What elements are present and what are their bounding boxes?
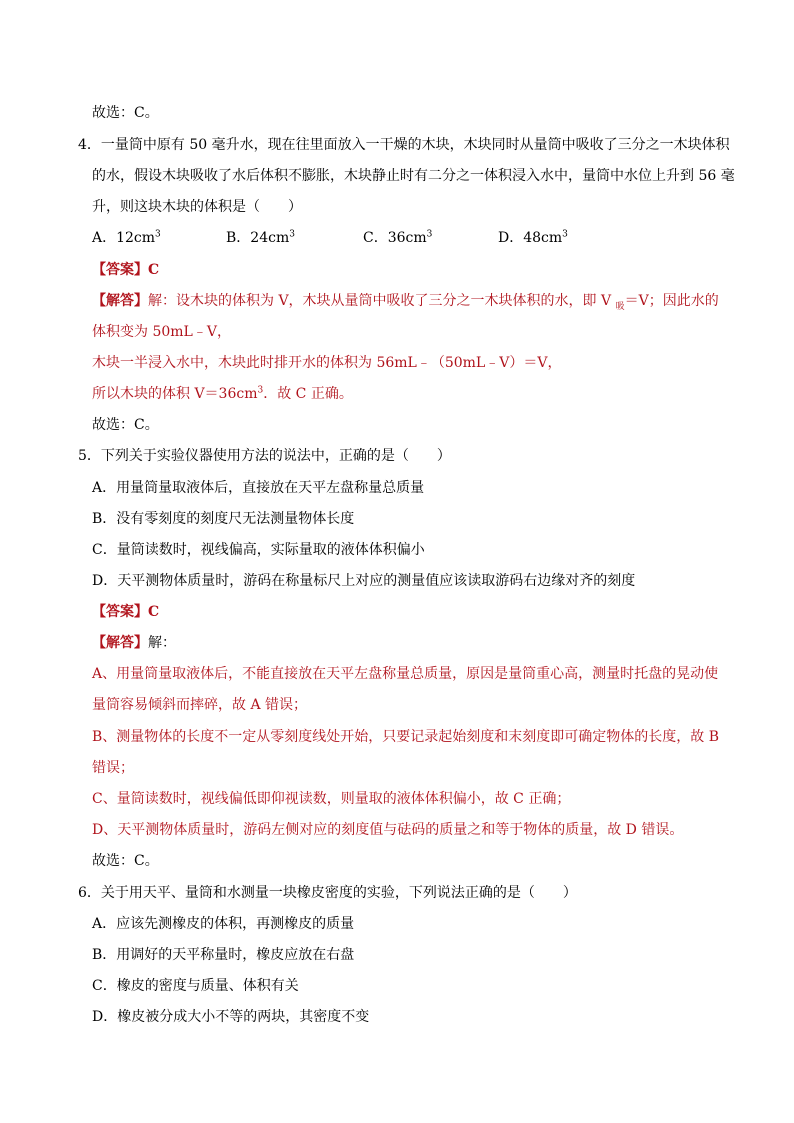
q6-option-b: B．用调好的天平称量时，橡皮应放在右盘 — [92, 947, 355, 963]
q5-analysis-b-line1: B、测量物体的长度不一定从零刻度线处开始，只要记录起始刻度和末刻度即可确定物体的长度，故 B — [92, 729, 720, 745]
q5-analysis-head: 【解答】解： — [92, 635, 176, 651]
q5-stem: 5．下列关于实验仪器使用方法的说法中，正确的是（ ） — [78, 448, 451, 464]
q4-analysis-line2: 体积变为 50mL﹣V， — [92, 324, 231, 340]
q4-analysis-line3: 木块一半浸入水中，木块此时排开水的体积为 56mL﹣（50mL﹣V）＝V， — [92, 355, 562, 371]
q5-final-choice: 故选：C。 — [92, 853, 159, 869]
q6-option-d: D．橡皮被分成大小不等的两块，其密度不变 — [92, 1009, 370, 1025]
q5-analysis-a-line2: 量筒容易倾斜而摔碎，故 A 错误； — [92, 697, 308, 713]
q5-option-c: C．量筒读数时，视线偏高，实际量取的液体体积偏小 — [92, 542, 425, 558]
q4-analysis-line4: 所以木块的体积 $V=36cm^3$．故 C 正确。 — [92, 385, 353, 402]
q4-final-choice: 故选：C。 — [92, 417, 159, 433]
q5-option-d: D．天平测物体质量时，游码在称量标尺上对应的测量值应该读取游码右边缘对齐的刻度 — [92, 573, 636, 589]
q4-option-b: B．$24cm^3$ — [226, 229, 295, 246]
q5-analysis-b-line2: 错误； — [92, 760, 134, 776]
q5-option-b: B．没有零刻度的刻度尺无法测量物体长度 — [92, 511, 355, 527]
q6-stem: 6．关于用天平、量筒和水测量一块橡皮密度的实验，下列说法正确的是（ ） — [78, 885, 577, 901]
q5-analysis-a-line1: A、用量筒量取液体后，不能直接放在天平左盘称量总质量，原因是量筒重心高，测量时托盘的晃动使 — [92, 666, 719, 682]
q4-option-c: C．$36cm^3$ — [363, 229, 433, 246]
q5-analysis-c: C、量筒读数时，视线偏低即仰视读数，则量取的液体体积偏小，故 C 正确； — [92, 791, 571, 807]
q4-option-d: D．$48cm^3$ — [498, 229, 568, 246]
q4-option-a: A．$12cm^3$ — [92, 229, 161, 246]
q5-answer: 【答案】C — [92, 604, 160, 620]
q4-stem-line3: 升，则这块木块的体积是（ ） — [92, 199, 302, 215]
q6-option-a: A．应该先测橡皮的体积，再测橡皮的质量 — [92, 916, 355, 932]
q5-analysis-d: D、天平测物体质量时，游码左侧对应的刻度值与砝码的质量之和等于物体的质量，故 D 错误。 — [92, 822, 684, 838]
q4-stem-line1: 4．一量筒中原有 50 毫升水，现在往里面放入一干燥的木块，木块同时从量筒中吸收了三分之一木块体积 — [78, 137, 730, 153]
q4-analysis-line1: 【解答】解：设木块的体积为 V，木块从量筒中吸收了三分之一木块体积的水，即 V $_吸$＝V；因此水的 — [92, 293, 719, 312]
q3-final-choice: 故选：C。 — [92, 105, 159, 121]
q5-option-a: A．用量筒量取液体后，直接放在天平左盘称量总质量 — [92, 480, 425, 496]
q4-answer: 【答案】C — [92, 262, 160, 278]
q6-option-c: C．橡皮的密度与质量、体积有关 — [92, 978, 299, 994]
q4-stem-line2: 的水，假设木块吸收了水后体积不膨胀，木块静止时有二分之一体积浸入水中，量筒中水位上升到 56 毫 — [92, 168, 735, 184]
